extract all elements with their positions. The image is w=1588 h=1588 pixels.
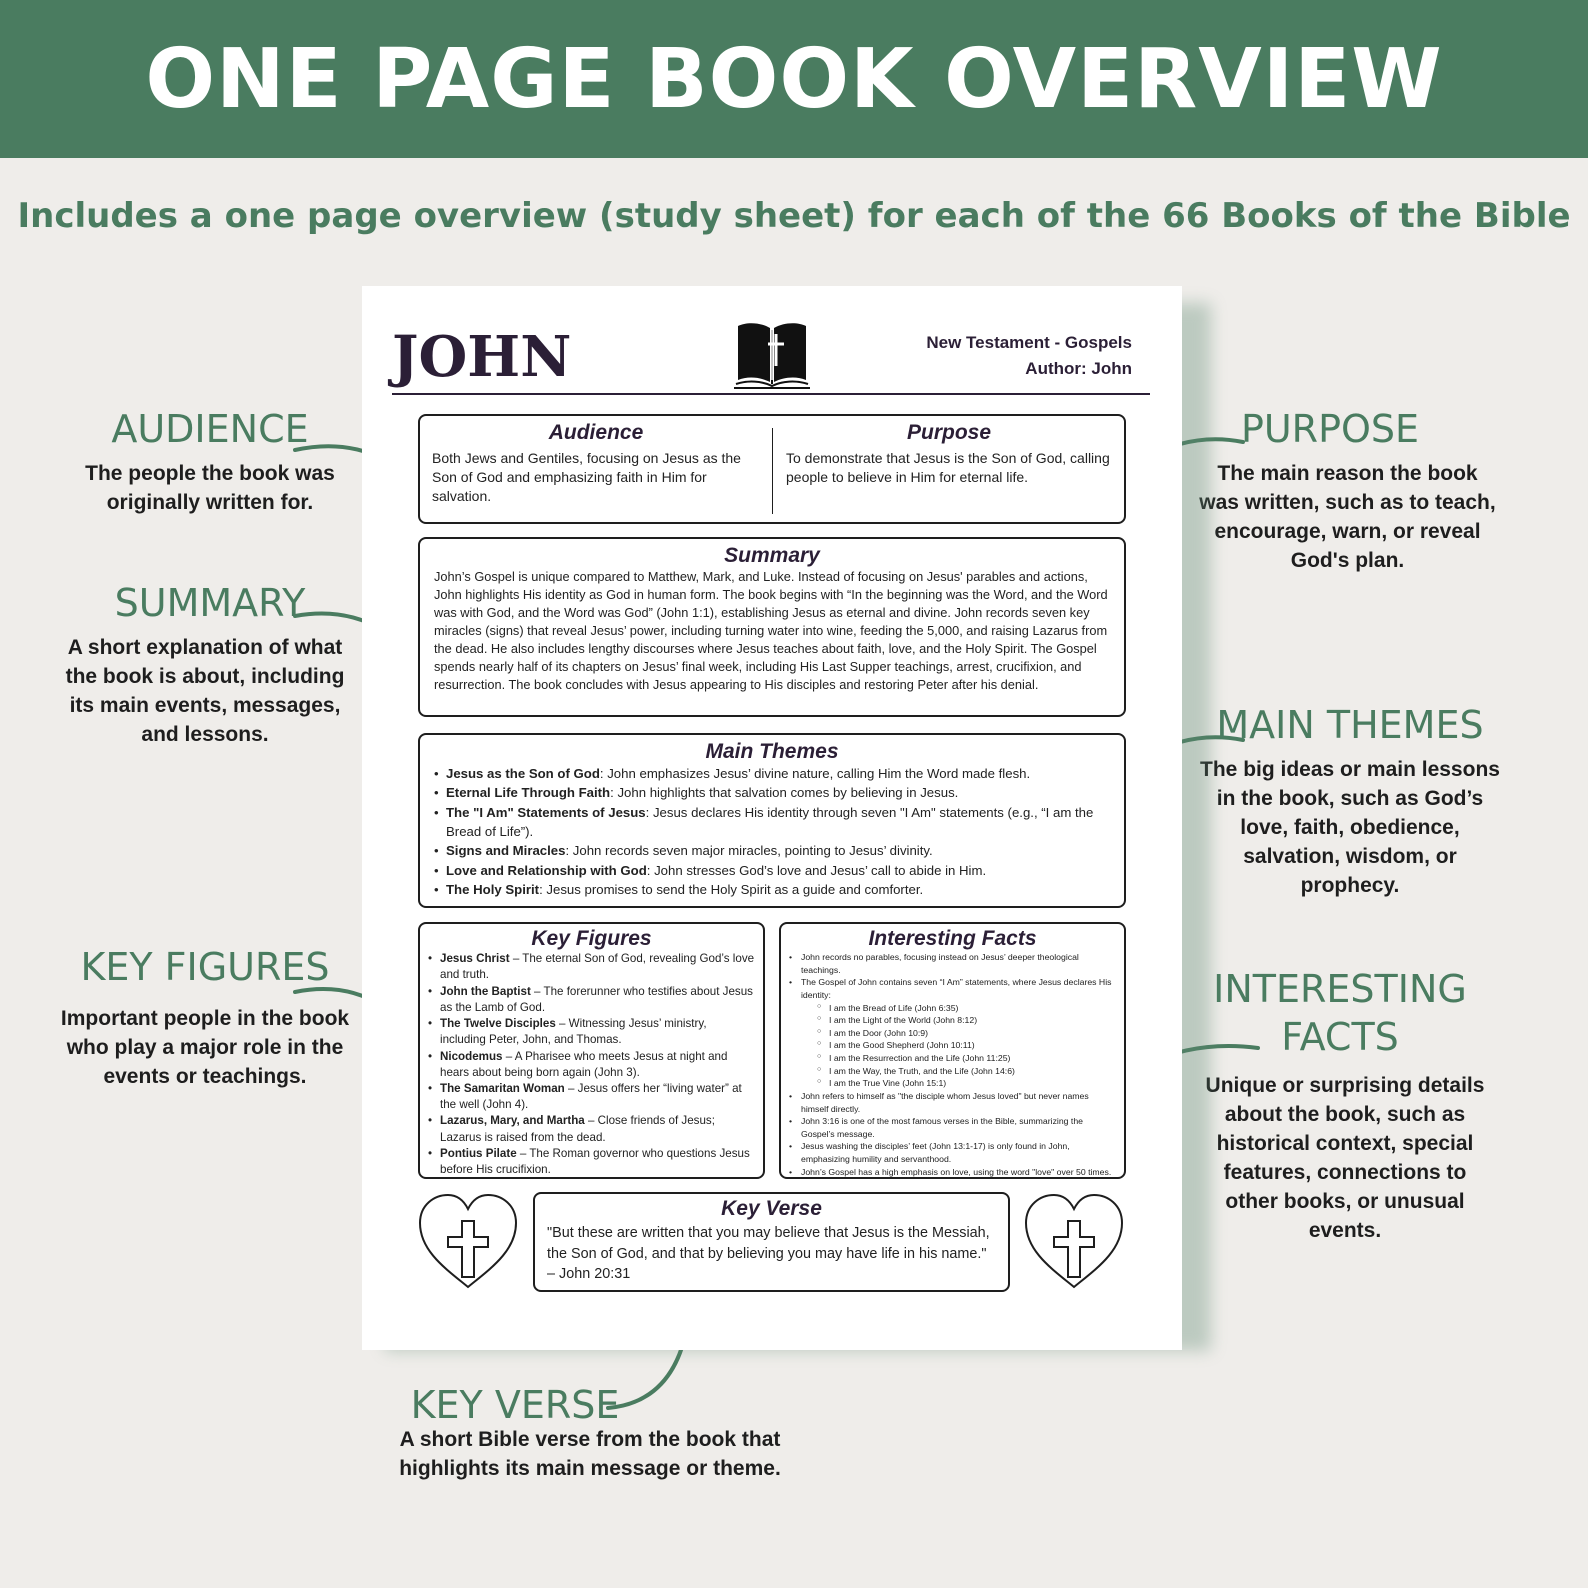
study-sheet — [362, 286, 1182, 1350]
audience-purpose-box — [418, 414, 1126, 524]
list-item: • Jesus Christ – The eternal Son of God, revealing God’s love and truth. — [428, 951, 755, 983]
audience-title: Audience — [548, 421, 644, 444]
bible-cross-icon — [734, 322, 810, 392]
callout-main-themes-desc: The big ideas or main lessons in the book, such as God’s love, faith, obedience, salvation, wisdom, or prophecy. — [1200, 758, 1500, 897]
callout-audience-desc: The people the book was originally written for. — [85, 462, 335, 514]
list-item: • The Gospel of John contains seven “I Am” statements, where Jesus declares His identity: ○ I am the Bread of Life (John 6:35) ○ I am the Light of the World (John 8:12) ○ I am the Door (John 10:9) ○ I am the Good Shepherd (John 10:11) ○ I am the Resurrection and the Life (John 11:25) ○ I am the Way, the Truth, and the Life (John 14:6) ○ I am the True Vine (John 15:1) — [789, 976, 1116, 1089]
callout-key-verse-title: KEY VERSE — [410, 1383, 620, 1427]
i-am-list — [801, 1002, 1116, 1090]
key-verse-box — [533, 1192, 1010, 1292]
main-themes-box — [418, 733, 1126, 908]
heart-cross-icon — [416, 1191, 520, 1291]
key-figures-box — [418, 922, 765, 1179]
list-item: • Nicodemus – A Pharisee who meets Jesus at night and hears about being born again (John 3). — [428, 1049, 755, 1081]
testament-label: New Testament - Gospels — [926, 333, 1132, 352]
list-item: • The Samaritan Woman – Jesus offers her “living water” at the well (John 4). — [428, 1081, 755, 1113]
purpose-section — [774, 416, 1124, 491]
callout-interesting-facts-desc: Unique or surprising details about the book, such as historical context, special features, connections to other books, or unusual events. — [1205, 1074, 1485, 1242]
list-item: ○ I am the True Vine (John 15:1) — [801, 1077, 1116, 1090]
key-verse-text: "But these are written that you may believe that Jesus is the Messiah, the Son of God, and that by believing you may have life in his name." – John 20:31 — [547, 1225, 990, 1283]
author-label: Author: John — [1025, 359, 1132, 379]
interesting-facts-list — [789, 951, 1116, 1178]
list-item: • Jesus as the Son of God: John emphasizes Jesus’ divine nature, calling Him the Word made flesh. — [434, 764, 1110, 783]
summary-title: Summary — [724, 544, 820, 567]
interesting-facts-title: Interesting Facts — [868, 927, 1037, 950]
list-item: ○ I am the Light of the World (John 8:12) — [801, 1014, 1116, 1027]
purpose-title: Purpose — [906, 421, 992, 444]
audience-purpose-divider — [772, 428, 773, 514]
key-figures-list — [428, 951, 755, 1178]
list-item: • The Holy Spirit: Jesus promises to send the Holy Spirit as a guide and comforter. — [434, 880, 1110, 899]
list-item: • Pontius Pilate – The Roman governor who questions Jesus before His crucifixion. — [428, 1146, 755, 1178]
summary-text: John’s Gospel is unique compared to Matthew, Mark, and Luke. Instead of focusing on Jesus' parables and actions, John highlights His identity as God in human form. The book begins with “In the beginning was the Word, and the Word was with God, and the Word was God” (John 1:1), establishing Jesus as eternal and divine. John records seven key miracles (signs) that reveal Jesus’ power, including turning water into wine, feeding the 5,000, and raising Lazarus from the dead. He also includes lengthy discourses where Jesus teaches about faith, love, and the Holy Spirit. The Gospel spends nearly half of its chapters on Jesus’ final week, including His Last Supper teachings, arrest, crucifixion, and resurrection. The book concludes with Jesus appearing to His disciples and restoring Peter after his denial. — [434, 569, 1108, 692]
callout-audience-title: AUDIENCE — [111, 407, 309, 451]
key-verse-title: Key Verse — [721, 1197, 822, 1220]
heart-cross-icon — [1022, 1191, 1126, 1291]
audience-text: Both Jews and Gentiles, focusing on Jesus as the Son of God and emphasizing faith in Him for salvation. — [432, 450, 741, 504]
callout-summary-title: SUMMARY — [114, 581, 306, 625]
list-item: • John the Baptist – The forerunner who testifies about Jesus as the Lamb of God. — [428, 984, 755, 1016]
list-item: • Signs and Miracles: John records seven major miracles, pointing to Jesus’ divinity. — [434, 841, 1110, 860]
callout-interesting-facts-title: INTERESTING FACTS — [1213, 967, 1467, 1059]
callout-main-themes-title: MAIN THEMES — [1216, 703, 1484, 747]
list-item: • The Twelve Disciples – Witnessing Jesus’ ministry, including Peter, John, and Thomas. — [428, 1016, 755, 1048]
banner-title: ONE PAGE BOOK OVERVIEW — [145, 31, 1443, 127]
key-figures-title: Key Figures — [531, 927, 652, 950]
callout-key-figures-desc: Important people in the book who play a major role in the events or teachings. — [60, 1007, 350, 1088]
callout-key-verse-desc: A short Bible verse from the book that highlights its main message or theme. — [399, 1428, 781, 1480]
subtitle: Includes a one page overview (study sheet) for each of the 66 Books of the Bible — [17, 196, 1571, 236]
header-divider — [392, 393, 1150, 395]
list-item: ○ I am the Door (John 10:9) — [801, 1027, 1116, 1040]
list-item: ○ I am the Resurrection and the Life (John 11:25) — [801, 1052, 1116, 1065]
interesting-facts-box — [779, 922, 1126, 1179]
list-item: • Love and Relationship with God: John stresses God’s love and Jesus’ call to abide in Him. — [434, 861, 1110, 880]
list-item: ○ I am the Good Shepherd (John 10:11) — [801, 1039, 1116, 1052]
list-item: • Lazarus, Mary, and Martha – Close friends of Jesus; Lazarus is raised from the dead. — [428, 1113, 755, 1145]
purpose-text: To demonstrate that Jesus is the Son of God, calling people to believe in Him for eternal life. — [786, 450, 1110, 486]
list-item: • Jesus washing the disciples’ feet (John 13:1-17) is only found in John, emphasizing humility and servanthood. — [789, 1140, 1116, 1165]
callout-purpose-desc: The main reason the book was written, such as to teach, encourage, warn, or reveal God's plan. — [1199, 462, 1496, 572]
main-themes-list — [434, 764, 1110, 899]
book-title: JOHN — [392, 324, 572, 390]
callout-key-figures-title: KEY FIGURES — [80, 945, 330, 989]
list-item: • John records no parables, focusing instead on Jesus’ deeper theological teachings. — [789, 951, 1116, 976]
list-item: • John refers to himself as "the disciple whom Jesus loved" but never names himself directly. — [789, 1090, 1116, 1115]
list-item: • John’s Gospel has a high emphasis on love, using the word "love" over 50 times. — [789, 1166, 1116, 1179]
list-item: • John 3:16 is one of the most famous verses in the Bible, summarizing the Gospel’s message. — [789, 1115, 1116, 1140]
main-themes-title: Main Themes — [705, 740, 839, 763]
audience-section — [420, 416, 772, 510]
banner — [0, 0, 1588, 158]
summary-box — [418, 537, 1126, 717]
list-item: ○ I am the Bread of Life (John 6:35) — [801, 1002, 1116, 1015]
list-item: ○ I am the Way, the Truth, and the Life (John 14:6) — [801, 1065, 1116, 1078]
list-item: • Eternal Life Through Faith: John highlights that salvation comes by believing in Jesus. — [434, 783, 1110, 802]
callout-summary-desc: A short explanation of what the book is about, including its main events, messages, and lessons. — [65, 636, 345, 746]
list-item: • The "I Am" Statements of Jesus: Jesus declares His identity through seven "I Am" statements (e.g., “I am the Bread of Life”). — [434, 803, 1110, 842]
callout-purpose-title: PURPOSE — [1240, 407, 1420, 451]
book-meta — [926, 330, 1132, 383]
